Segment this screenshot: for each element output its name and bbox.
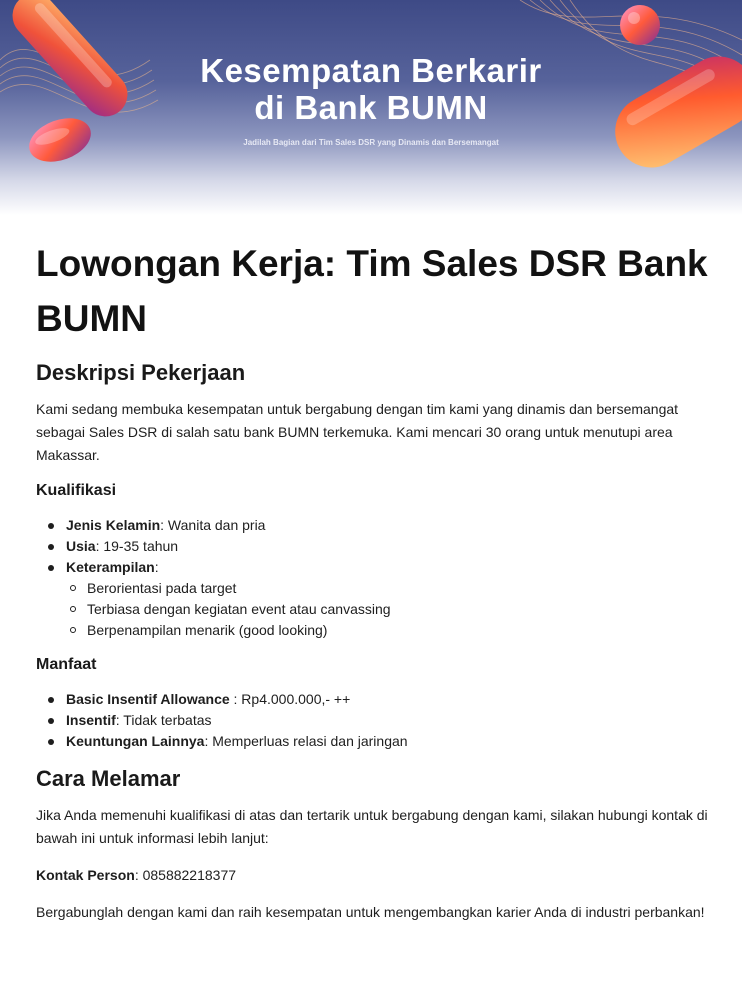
item-value: : Tidak terbatas [115,712,212,728]
qualifications-list [36,515,716,641]
item-label: Insentif [66,712,116,728]
item-label: Keterampilan [66,559,155,575]
description-text: Kami sedang membuka kesempatan untuk bergabung dengan tim kami yang dinamis dan bersemangat sebagai Sales DSR di salah satu bank BUMN terkemuka. Kami mencari 30 orang untuk menutupi area Makassar. [36,401,679,463]
item-value: : [154,559,159,575]
list-item [66,689,716,710]
qualifications-heading: Kualifikasi [36,482,117,499]
item-label: Basic Insentif Allowance [66,691,230,707]
item-value: : Wanita dan pria [160,517,266,533]
skill-item: Terbiasa dengan kegiatan event atau canvassing [87,599,716,620]
closing-text: Bergabunglah dengan kami dan raih kesempatan untuk mengembangkan karier Anda di industri perbankan! [36,904,705,920]
item-value: : 19-35 tahun [95,538,179,554]
banner-subtitle: Jadilah Bagian dari Tim Sales DSR yang Dinamis dan Bersemangat [243,138,499,147]
list-item [66,710,716,731]
list-item [66,557,716,641]
item-label: Jenis Kelamin [66,517,161,533]
skill-item: Berpenampilan menarik (good looking) [87,620,716,641]
item-value: : Memperluas relasi dan jaringan [204,733,408,749]
list-item [66,731,716,752]
benefits-list [36,689,716,752]
apply-text: Jika Anda memenuhi kualifikasi di atas dan tertarik untuk bergabung dengan kami, silakan hubungi kontak di bawah ini untuk informasi lebih lanjut: [36,807,708,846]
benefits-heading: Manfaat [36,656,97,673]
item-label: Usia [66,538,96,554]
contact-phone: : 085882218377 [134,867,237,883]
contact-line [36,864,716,887]
page-title: Lowongan Kerja: Tim Sales DSR Bank BUMN [36,243,708,339]
banner-title-line2: di Bank BUMN [254,89,488,126]
contact-label: Kontak Person [36,867,135,883]
item-label: Keuntungan Lainnya [66,733,205,749]
skill-item: Berorientasi pada target [87,578,716,599]
banner-title-line1: Kesempatan Berkarir [200,52,542,89]
description-heading: Deskripsi Pekerjaan [36,360,246,385]
list-item [66,515,716,536]
skills-list [66,578,716,641]
job-posting [36,236,716,924]
list-item [66,536,716,557]
item-value: : Rp4.000.000,- ++ [229,691,351,707]
header-banner [0,0,742,215]
apply-heading: Cara Melamar [36,766,181,791]
